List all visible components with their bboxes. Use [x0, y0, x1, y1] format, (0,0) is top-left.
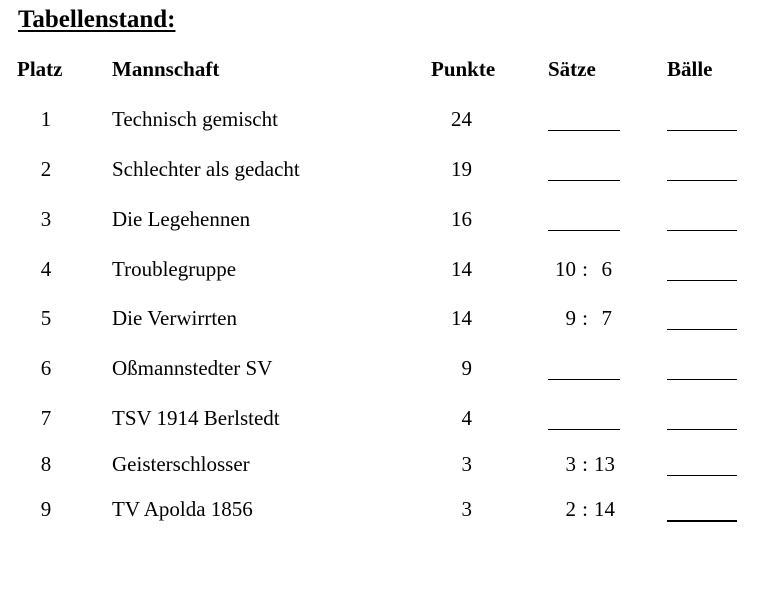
mannschaft-cell: Technisch gemischt [112, 107, 278, 131]
baelle-blank-line [667, 230, 737, 231]
table-row [0, 257, 762, 287]
baelle-blank-line [667, 280, 737, 281]
platz-cell: 7 [40, 406, 52, 430]
table-row [0, 107, 762, 137]
saetze-cell [548, 257, 620, 282]
platz-cell: 2 [40, 157, 52, 181]
platz-cell: 8 [40, 452, 52, 476]
platz-cell: 3 [40, 207, 52, 231]
page-title: Tabellenstand: [18, 6, 176, 33]
column-header-punkte: Punkte [431, 57, 496, 81]
punkte-cell: 14 [451, 257, 472, 281]
saetze-lost: 14 [594, 497, 615, 521]
saetze-blank-line [548, 130, 620, 131]
saetze-cell [548, 497, 620, 522]
baelle-blank-line [667, 180, 737, 181]
platz-cell: 4 [40, 257, 52, 281]
table-row [0, 497, 762, 527]
baelle-blank-line [667, 130, 737, 131]
baelle-blank-line [667, 329, 737, 330]
column-header-baelle: Bälle [667, 57, 713, 81]
saetze-won: 2 [565, 497, 576, 521]
saetze-separator: : [582, 306, 588, 330]
mannschaft-cell: TSV 1914 Berlstedt [112, 406, 280, 430]
saetze-won: 3 [565, 452, 576, 476]
saetze-cell [548, 452, 620, 477]
mannschaft-cell: Oßmannstedter SV [112, 356, 273, 380]
punkte-cell: 16 [451, 207, 472, 231]
saetze-separator: : [582, 257, 588, 281]
column-header-platz: Platz [17, 57, 63, 81]
mannschaft-cell: Die Verwirrten [112, 306, 237, 330]
saetze-separator: : [582, 497, 588, 521]
punkte-cell: 3 [461, 452, 472, 476]
table-row [0, 356, 762, 386]
mannschaft-cell: Troublegruppe [112, 257, 237, 281]
platz-cell: 9 [40, 497, 52, 521]
table-row [0, 452, 762, 482]
column-header-mannschaft: Mannschaft [112, 57, 220, 81]
mannschaft-cell: Die Legehennen [112, 207, 251, 231]
saetze-lost: 7 [601, 306, 612, 330]
platz-cell: 6 [40, 356, 52, 380]
platz-cell: 5 [40, 306, 52, 330]
saetze-separator: : [582, 452, 588, 476]
saetze-blank-line [548, 379, 620, 380]
saetze-lost: 6 [601, 257, 612, 281]
table-row [0, 306, 762, 336]
mannschaft-cell: TV Apolda 1856 [112, 497, 253, 521]
baelle-blank-line [667, 520, 737, 522]
column-header-saetze: Sätze [548, 57, 596, 81]
saetze-cell [548, 306, 620, 331]
punkte-cell: 9 [461, 356, 472, 380]
baelle-blank-line [667, 429, 737, 430]
punkte-cell: 14 [451, 306, 472, 330]
mannschaft-cell: Schlechter als gedacht [112, 157, 300, 181]
punkte-cell: 3 [461, 497, 472, 521]
saetze-lost: 13 [594, 452, 615, 476]
mannschaft-cell: Geisterschlosser [112, 452, 250, 476]
table-row [0, 406, 762, 436]
saetze-blank-line [548, 230, 620, 231]
saetze-blank-line [548, 429, 620, 430]
saetze-won: 9 [565, 306, 576, 330]
baelle-blank-line [667, 475, 737, 476]
baelle-blank-line [667, 379, 737, 380]
table-row [0, 207, 762, 237]
platz-cell: 1 [40, 107, 52, 131]
punkte-cell: 4 [461, 406, 472, 430]
table-row [0, 157, 762, 187]
punkte-cell: 19 [451, 157, 472, 181]
saetze-won: 10 [555, 257, 576, 281]
saetze-blank-line [548, 180, 620, 181]
punkte-cell: 24 [451, 107, 472, 131]
